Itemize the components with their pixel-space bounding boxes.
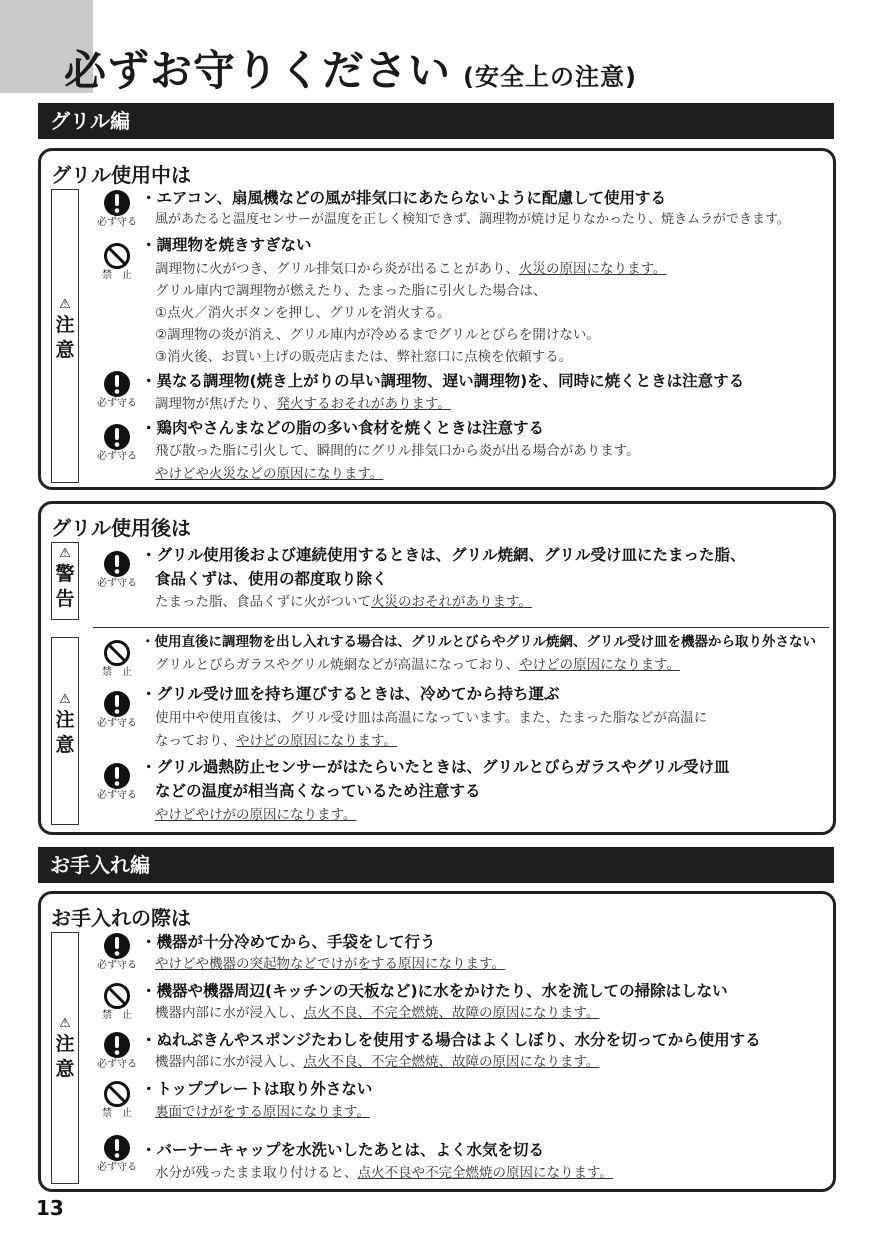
box-heading: グリル使用後は	[51, 516, 191, 540]
item-heading: ・トッププレートは取り外さない	[141, 1080, 373, 1098]
warning-label: ⚠ 警 告	[52, 546, 78, 612]
section-band-care: お手入れ編	[38, 847, 834, 883]
item-text: 裏面でけがをする原因になります。	[155, 1104, 370, 1120]
item-text: グリルとびらガラスやグリル焼網などが高温になっており、やけどの原因になります。	[155, 657, 681, 673]
item-text: 機器内部に水が浸入し、点火不良、不完全燃焼、故障の原因になります。	[155, 1054, 600, 1070]
must-do-icon: 必ず守る	[93, 1134, 141, 1174]
divider	[93, 627, 829, 628]
prohibit-icon: 禁 止	[93, 242, 141, 282]
item-text: やけどや機器の突起物などでけがをする原因になります。	[155, 956, 505, 972]
item-text: 飛び散った脂に引火して、瞬間的にグリル排気口から炎が出る場合があります。	[155, 443, 640, 459]
must-do-icon: 必ず守る	[93, 690, 141, 730]
item-text: やけどや火災などの原因になります。	[155, 466, 384, 482]
must-do-icon: 必ず守る	[93, 762, 141, 802]
item-heading: ・機器や機器周辺(キッチンの天板など)に水をかけたり、水を流しての掃除はしない	[141, 982, 728, 1000]
item-heading: ・バーナーキャップを水洗いしたあとは、よく水気を切る	[141, 1141, 545, 1159]
caution-triangle-icon: ⚠	[59, 692, 71, 707]
item-text: ①点火／消火ボタンを押し、グリルを消火する。	[155, 305, 451, 321]
item-heading: ・グリル使用後および連続使用するときは、グリル焼網、グリル受け皿にたまった脂、	[141, 546, 746, 564]
item-text: なっており、やけどの原因になります。	[155, 733, 397, 749]
grill-after-box	[38, 501, 836, 835]
caution-label: ⚠ 注 意	[52, 1016, 78, 1082]
item-text: ②調理物の炎が消え、グリル庫内が冷めるまでグリルとびらを開けない。	[155, 327, 600, 343]
item-text: 調理物に火がつき、グリル排気口から炎が出ることがあり、火災の原因になります。	[155, 261, 667, 277]
item-heading: ・グリル受け皿を持ち運びするときは、冷めてから持ち運ぶ	[141, 685, 560, 703]
item-heading: ・異なる調理物(焼き上がりの早い調理物、遅い調理物)を、同時に焼くときは注意する	[141, 372, 745, 390]
page-title: 必ずお守りください (安全上の注意)	[64, 46, 637, 95]
care-box	[38, 891, 836, 1192]
item-text: グリル庫内で調理物が燃えたり、たまった脂に引火した場合は、	[155, 283, 547, 299]
must-do-icon: 必ず守る	[93, 932, 141, 972]
must-do-icon: 必ず守る	[93, 423, 141, 463]
item-heading: ・使用直後に調理物を出し入れする場合は、グリルとびらやグリル焼網、グリル受け皿を機器から取り外さない	[141, 634, 816, 650]
must-do-icon: 必ず守る	[93, 370, 141, 410]
item-text: 調理物が焦げたり、発火するおそれがあります。	[155, 396, 451, 412]
page-number: 13	[36, 1196, 64, 1220]
item-text: たまった脂、食品くずに火がついて火災のおそれがあります。	[155, 594, 532, 610]
warning-triangle-icon: ⚠	[59, 546, 71, 561]
item-text: 水分が残ったまま取り付けると、点火不良や不完全燃焼の原因になります。	[155, 1165, 613, 1181]
item-text: やけどやけがの原因になります。	[155, 807, 357, 823]
caution-triangle-icon: ⚠	[59, 1016, 71, 1031]
must-do-icon: 必ず守る	[93, 550, 141, 590]
must-do-icon: 必ず守る	[93, 189, 141, 229]
must-do-icon: 必ず守る	[93, 1031, 141, 1071]
item-text: 風があたると温度センサーが温度を正しく検知できず、調理物が焼け足りなかったり、焼きムラができます。	[155, 212, 790, 227]
item-heading: ・エアコン、扇風機などの風が排気口にあたらないように配慮して使用する	[141, 189, 666, 207]
caution-triangle-icon: ⚠	[59, 297, 71, 312]
item-heading: ・ぬれぶきんやスポンジたわしを使用する場合はよくしぼり、水分を切ってから使用する	[141, 1031, 761, 1049]
item-heading: ・鶏肉やさんまなどの脂の多い食材を焼くときは注意する	[141, 419, 545, 437]
prohibit-icon: 禁 止	[93, 982, 141, 1022]
box-heading: お手入れの際は	[51, 906, 191, 930]
item-text: ③消火後、お買い上げの販売店または、弊社窓口に点検を依頼する。	[155, 349, 573, 365]
item-text: 機器内部に水が浸入し、点火不良、不完全燃焼、故障の原因になります。	[155, 1005, 600, 1021]
caution-label: ⚠ 注 意	[52, 692, 78, 758]
caution-label: ⚠ 注 意	[52, 297, 78, 363]
page-subtitle: (安全上の注意)	[463, 63, 637, 91]
item-heading: などの温度が相当高くなっているため注意する	[155, 782, 481, 800]
item-heading: ・機器が十分冷めてから、手袋をして行う	[141, 933, 436, 951]
prohibit-icon: 禁 止	[93, 1080, 141, 1120]
item-heading: ・調理物を焼きすぎない	[141, 236, 312, 254]
prohibit-icon: 禁 止	[93, 639, 141, 679]
item-heading: 食品くずは、使用の都度取り除く	[155, 570, 388, 588]
box-heading: グリル使用中は	[51, 163, 191, 187]
grill-during-box	[38, 148, 836, 490]
item-text: 使用中や使用直後は、グリル受け皿は高温になっています。また、たまった脂などが高温に	[155, 710, 708, 726]
item-heading: ・グリル過熱防止センサーがはたらいたときは、グリルとびらガラスやグリル受け皿	[141, 758, 730, 776]
section-band-grill: グリル編	[38, 103, 834, 139]
